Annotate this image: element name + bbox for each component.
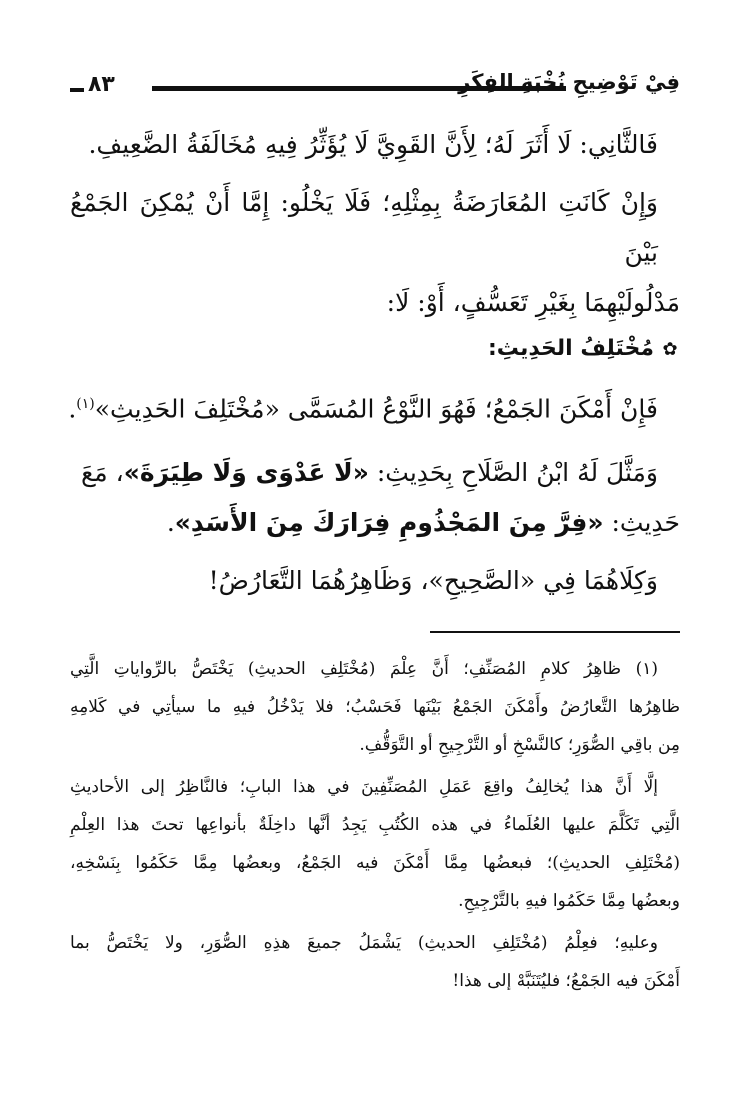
footnote-ref: (١) (76, 396, 95, 412)
section-heading (70, 328, 680, 371)
paragraph-4-line-2 (70, 498, 680, 548)
paragraph-1: فَالثَّانِي: لَا أَثَرَ لَهُ؛ لِأَنَّ القَوِيَّ لَا يُؤَثِّرُ فِيهِ مُخَالَفَةُ الضَّعِيفِ. (88, 130, 658, 159)
footnote-line: (مُخْتَلِفِ الحديثِ)؛ فبعضُها مِمَّا أَمْكَنَ فيه الجَمْعُ، وبعضُها مِمَّا حَكَمُوا بِنَسْخِهِ، (70, 853, 680, 873)
footnote-line: مِن باقِي الصُّوَرِ؛ كالنَّسْخِ أو التَّرْجِيحِ أو التَّوَقُّفِ. (359, 735, 680, 755)
book-title: فِيْ تَوْضِيحِ نُخْبَةِ الفِكَرِ (458, 70, 680, 94)
paragraph-2-line-1: وَإِنْ كَانَتِ المُعَارَضَةُ بِمِثْلِهِ؛ فَلَا يَخْلُو: إِمَّا أَنْ يُمْكِنَ الجَمْعُ بَيْنَ (70, 188, 658, 267)
paragraph-4-intro: وَمَثَّلَ لَهُ ابْنُ الصَّلَاحِ بِحَدِيثِ: (376, 458, 658, 488)
paragraph-4-hadith-word: حَدِيثِ: (611, 508, 680, 538)
footnote-separator (430, 631, 680, 633)
paragraph-5: وَكِلَاهُمَا فِي «الصَّحِيحِ»، وَظَاهِرُهُمَا التَّعَارُضُ! (208, 566, 658, 596)
footnote-line: الَّتِي تَكَلَّمَ عليها العُلَماءُ في هذه الكُتُبِ يَجِدُ أنَّها داخِلَةٌ بأنواعِها تحتَ هذا العِلْمِ (70, 815, 680, 835)
paragraph-4-end: . (166, 508, 175, 538)
running-header (70, 70, 680, 110)
footnote-line: أَمْكَنَ فيه الجَمْعُ؛ فليُتَنَبَّهْ إلى هذا! (452, 971, 680, 991)
hadith-flee-leper: «فِرَّ مِنَ المَجْذُومِ فِرَارَكَ مِنَ الأَسَدِ» (174, 508, 604, 538)
section-heading-text: مُخْتَلِفُ الحَدِيثِ: (487, 336, 654, 361)
footnote-line: ظاهِرُها التَّعارُضُ وأَمْكَنَ الجَمْعُ بَيْنَها فَحَسْبُ؛ فلا يَدْخُلُ فيهِ ما سيأتِي في كَلامِهِ (70, 697, 680, 717)
paragraph-2-line-2: مَدْلُولَيْهِمَا بِغَيْرِ تَعَسُّفٍ، أَوْ: لَا: (386, 288, 680, 317)
footnote-paragraph-1 (70, 650, 680, 764)
paragraph-4-with: ، مَعَ (80, 458, 124, 488)
footnotes (70, 650, 680, 1004)
footnote-paragraph-3 (70, 924, 680, 1000)
header-dash (70, 88, 84, 92)
paragraph-4-line-1 (70, 448, 680, 498)
footnote-line: (١) ظاهِرُ كلامِ المُصَنِّفِ؛ أَنَّ عِلْمَ (مُخْتَلِفِ الحديثِ) يَخْتَصُّ بالرِّواياتِ الَّتِي (70, 659, 658, 679)
page-number: ٨٣ (88, 72, 115, 97)
paragraph-3-text: فَإِنْ أَمْكَنَ الجَمْعُ؛ فَهُوَ النَّوْعُ المُسَمَّى «مُخْتَلِفَ الحَدِيثِ» (94, 394, 658, 424)
main-text (70, 120, 680, 606)
footnote-line: وبعضُها مِمَّا حَكَمُوا فيهِ بالتَّرْجِيحِ. (458, 891, 680, 911)
paragraph-3-end: . (68, 394, 77, 424)
flower-ornament-icon: ✿ (662, 339, 678, 360)
paragraph-3 (70, 379, 680, 434)
footnote-paragraph-2 (70, 768, 680, 920)
hadith-no-contagion: «لَا عَدْوَى وَلَا طِيَرَةَ» (123, 458, 369, 488)
footnote-line: إلَّا أَنَّ هذا يُخالِفُ واقِعَ عَمَلِ المُصَنِّفِينَ في هذا البابِ؛ فالنَّاظِرُ إلى الأحاديثِ (70, 777, 658, 797)
footnote-line: وعليهِ؛ فعِلْمُ (مُخْتَلِفِ الحديثِ) يَشْمَلُ جميعَ هذِهِ الصُّوَرِ، ولا يَخْتَصُّ بما (70, 933, 658, 953)
